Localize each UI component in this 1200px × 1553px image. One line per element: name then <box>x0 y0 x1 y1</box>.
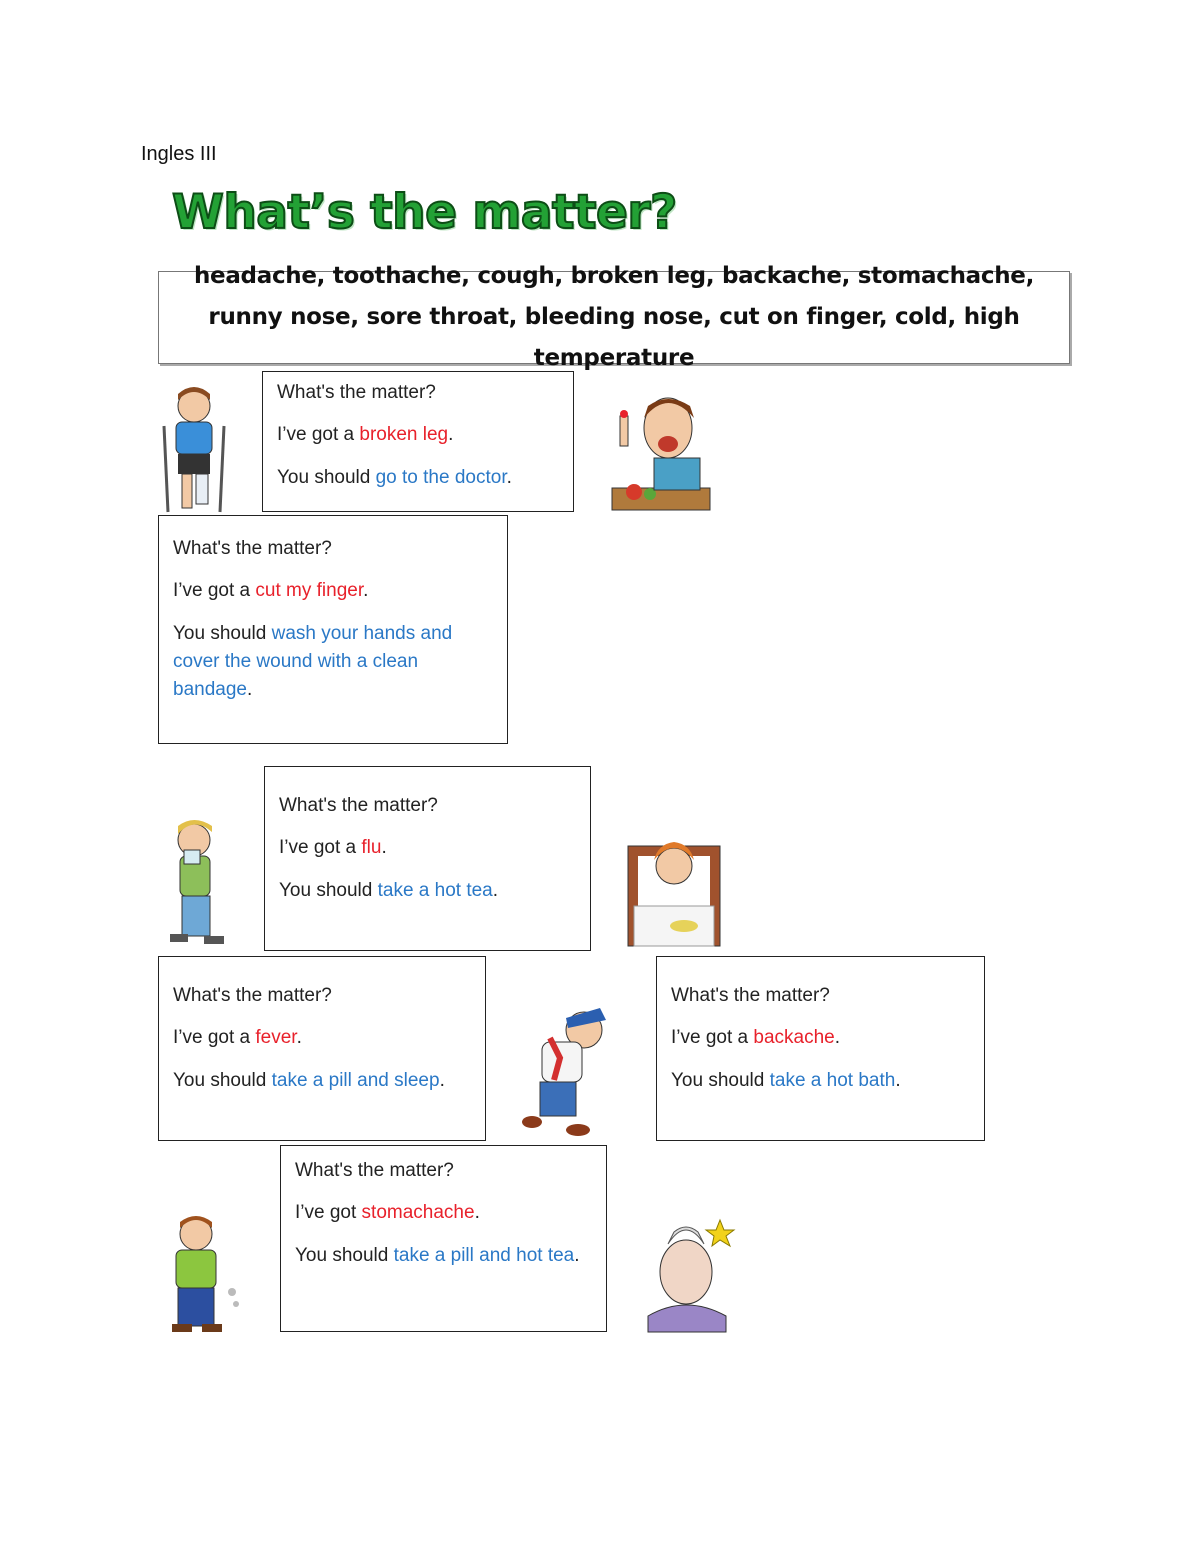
question-text: What's the matter? <box>671 985 830 1006</box>
dialogue-card-cut-finger <box>158 515 508 744</box>
advice-line: You should take a hot bath. <box>671 1070 901 1091</box>
problem-text: stomachache <box>361 1202 475 1223</box>
advice-line: You should take a pill and sleep. <box>173 1070 445 1091</box>
question-text: What's the matter? <box>173 538 332 559</box>
question-text: What's the matter? <box>277 382 436 403</box>
advice-line: You should take a hot tea. <box>279 880 499 901</box>
advice-text: take a hot tea <box>377 880 493 901</box>
advice-line: You should go to the doctor. <box>277 467 512 488</box>
vocabulary-box <box>158 263 1070 371</box>
answer-line: I’ve got a backache. <box>671 1027 841 1048</box>
answer-line: I’ve got a flu. <box>279 837 387 858</box>
advice-line: You should take a pill and hot tea. <box>295 1245 580 1266</box>
dialogue-card-stomachache <box>280 1145 607 1332</box>
problem-text: cut my finger <box>255 580 364 601</box>
document-header: Ingles III <box>141 143 217 165</box>
dialogue-card-broken-leg <box>262 371 574 512</box>
advice-text: wash your hands and cover the wound with a clean bandage <box>173 623 453 700</box>
advice-text: take a pill and sleep <box>271 1070 440 1091</box>
dialogue-card-fever <box>158 956 486 1141</box>
advice-line: You should wash your hands and cover the wound with a clean bandage. <box>173 623 453 700</box>
answer-line: I’ve got a broken leg. <box>277 424 454 445</box>
boy-on-crutches-icon <box>158 384 230 514</box>
advice-text: take a pill and hot tea <box>393 1245 575 1266</box>
dialogue-card-flu <box>264 766 591 951</box>
question-text: What's the matter? <box>279 795 438 816</box>
answer-line: I’ve got stomachache. <box>295 1202 480 1223</box>
man-headache-icon <box>642 1206 736 1334</box>
question-text: What's the matter? <box>173 985 332 1006</box>
man-cut-finger-icon <box>610 388 712 514</box>
answer-line: I’ve got a cut my finger. <box>173 580 369 601</box>
man-backache-icon <box>520 998 622 1140</box>
problem-text: fever <box>255 1027 297 1048</box>
advice-text: go to the doctor <box>375 467 507 488</box>
page-title: What’s the matter? <box>172 185 677 240</box>
vocabulary-list: headache, toothache, cough, broken leg, backache, stomachache, runny nose, sore throat, bleeding nose, cut on finger, cold, high temperature <box>193 263 1035 371</box>
child-runny-nose-icon <box>160 816 232 956</box>
dialogue-card-backache <box>656 956 985 1141</box>
question-text: What's the matter? <box>295 1160 454 1181</box>
boy-stomachache-icon <box>158 1212 244 1334</box>
problem-text: backache <box>753 1027 835 1048</box>
answer-line: I’ve got a fever. <box>173 1027 302 1048</box>
advice-text: take a hot bath <box>769 1070 896 1091</box>
problem-text: flu <box>361 837 382 858</box>
problem-text: broken leg <box>359 424 449 445</box>
woman-sick-in-bed-icon <box>624 826 724 954</box>
